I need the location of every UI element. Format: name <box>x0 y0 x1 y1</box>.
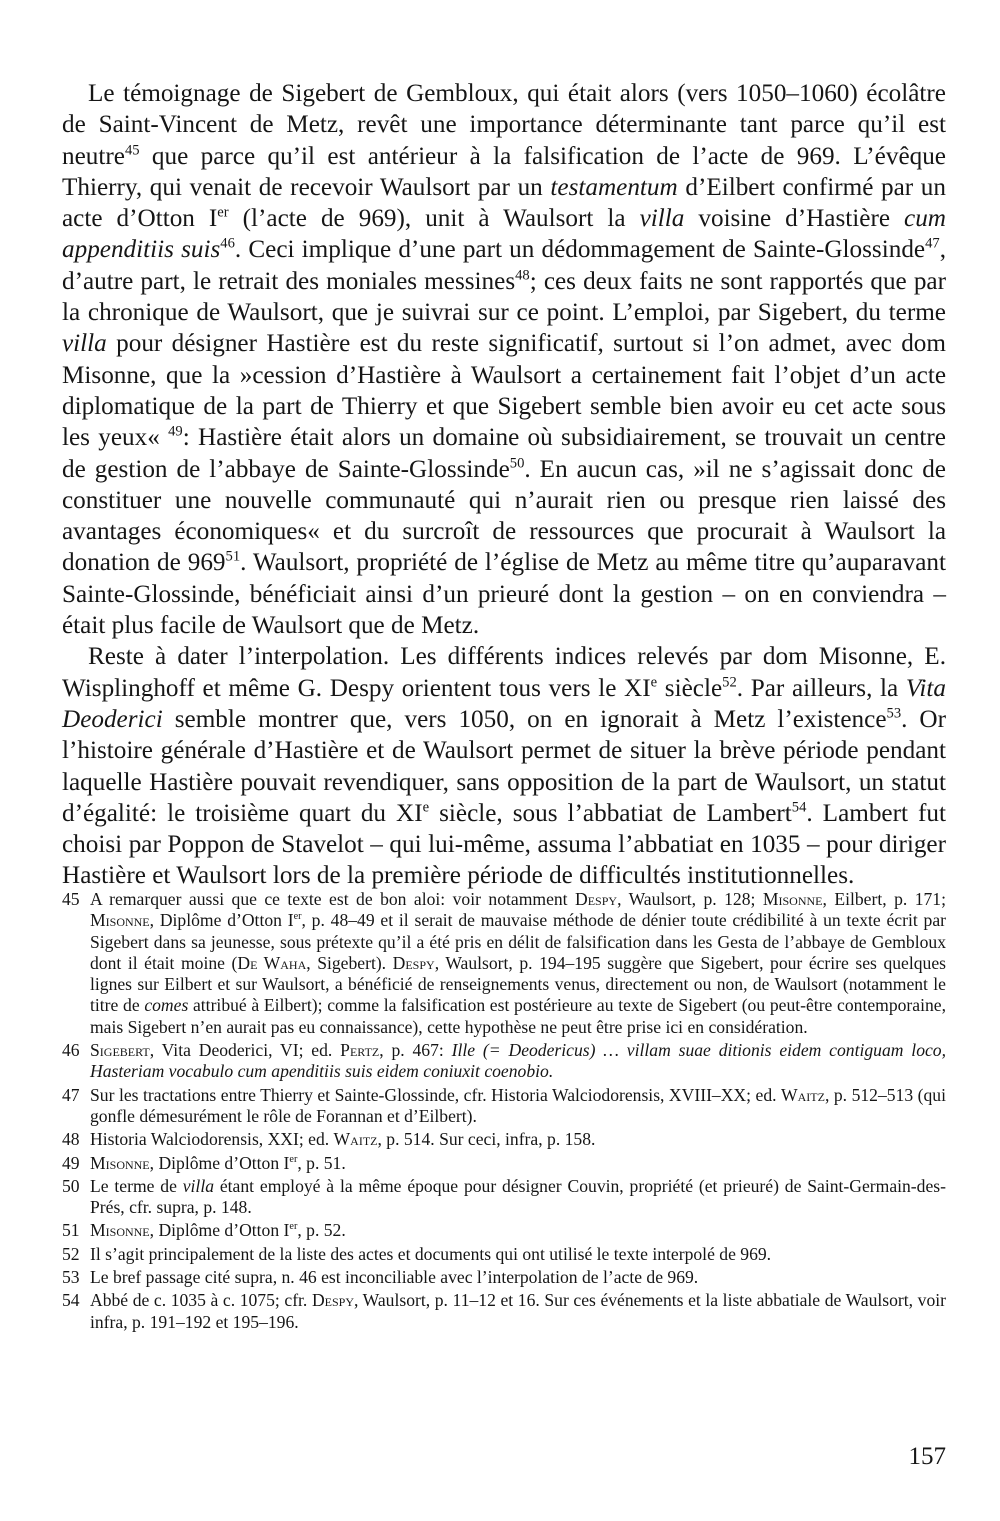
text-run: siècle, sous l’abbatiat de Lambert <box>429 799 792 827</box>
text-run: , p. 48–49 et il serait de mauvaise méthode de dénier toute crédibilité à un texte écrit par Sigebert dans sa jeunesse, sous prétexte qu’il a été pris en délit de falsification dans les Gesta de l’abbaye de Gembloux dont il était moine ( <box>90 910 946 973</box>
text-run: , d’autre part, le retrait des moniales messines <box>62 236 946 295</box>
footnote-text <box>90 1040 946 1083</box>
text-run: attribué à Eilbert); comme la falsification est postérieure au texte de Sigebert (ou peut-être contemporaine, mais Sigebert n’en aurait pas eu connaissance), cette hypothèse ne peut être prise ici en considération. <box>90 995 946 1037</box>
italic-run: villa <box>182 1175 215 1196</box>
main-text <box>62 78 946 892</box>
footnote-number: 46 <box>62 1040 80 1061</box>
footnote-ref-47: 47 <box>925 236 940 253</box>
footnote-text <box>90 1085 946 1128</box>
text-run: Le témoignage de Sigebert de Gembloux, qui était alors (vers 1050–1060) écolâtre de Saint-Vincent de Metz, revêt une importance déterminante tant parce qu’il est neutre <box>62 80 946 170</box>
text-run: , p. 467: <box>379 1040 452 1061</box>
footnote-46 <box>62 1040 946 1083</box>
italic-run: Ille (= Deodericus) … villam suae ditionis eidem contiguam loco, Hasteriam vocabulo cum apenditiis suis eidem coniuxit coenobio. <box>90 1040 946 1082</box>
footnote-number: 53 <box>62 1267 80 1288</box>
text-run: Historia Walciodorensis, XXI; ed. <box>90 1129 334 1150</box>
footnote-number: 49 <box>62 1152 80 1173</box>
author-name: Pertz <box>340 1040 380 1061</box>
author-name: Sigebert <box>90 1040 150 1061</box>
footnote-48 <box>62 1129 946 1150</box>
footnote-text <box>90 1267 946 1288</box>
footnote-52 <box>62 1244 946 1265</box>
footnote-number: 51 <box>62 1220 80 1241</box>
ordinal-suffix: er <box>289 1221 298 1233</box>
text-run: semble montrer que, vers 1050, on en ignorait à Metz l’existence <box>162 705 887 733</box>
text-run: (l’acte de 969), unit à Waulsort la <box>228 205 640 233</box>
text-run: . Waulsort, propriété de l’église de Metz au même titre qu’auparavant Sainte-Glossinde, bénéficiait ainsi d’un prieuré dont la gestion – on en conviendra – était plus facile de Waulsort que de Metz. <box>62 549 946 640</box>
footnote-text <box>90 1129 946 1150</box>
footnote-53 <box>62 1267 946 1288</box>
footnote-text <box>90 1176 946 1219</box>
footnote-text <box>90 1290 946 1333</box>
footnote-number: 45 <box>62 889 80 909</box>
footnote-number: 48 <box>62 1129 80 1150</box>
text-run: ; ces deux faits ne sont rapportés que par la chronique de Waulsort, que je suivrai sur ce point. L’emploi, par Sigebert, du terme <box>62 267 946 327</box>
italic-run: comes <box>144 995 189 1016</box>
footnote-51 <box>62 1220 946 1241</box>
text-run: , Diplôme d’Otton I <box>149 1152 290 1173</box>
footnote-45 <box>62 889 946 1038</box>
text-run: étant employé à la même époque pour désigner Couvin, propriété (et prieuré) de Saint-Germain-des-Prés, cfr. supra, p. 148. <box>90 1175 946 1218</box>
footnote-50 <box>62 1176 946 1219</box>
ordinal-suffix: er <box>289 1153 298 1165</box>
footnote-ref-54: 54 <box>791 799 807 816</box>
footnotes <box>62 889 946 1335</box>
author-name: Waitz <box>781 1084 825 1105</box>
text-run: A remarquer aussi que ce texte est de bon aloi: voir notamment <box>90 889 575 909</box>
text-run: Abbé de c. 1035 à c. 1075; cfr. <box>90 1290 312 1311</box>
text-run: Le terme de <box>90 1175 183 1196</box>
text-run: Reste à dater l’interpolation. Les différents indices relevés par dom Misonne, E. Wisplinghoff et même G. Despy orientent tous vers le XI <box>62 643 946 702</box>
page-number: 157 <box>908 1443 946 1470</box>
italic-run: testamentum <box>550 173 678 201</box>
ordinal-suffix: er <box>293 911 302 923</box>
text-run: pour désigner Hastière est du reste significatif, surtout si l’on admet, avec dom Misonne, que la »cession d’Hastière à Waulsort a certainement fait l’objet d’un acte diplomatique de la part de Thierry et que Sigebert semble bien avoir eu cet acte sous les yeux« <box>62 330 946 452</box>
author-name: Waitz <box>333 1129 378 1150</box>
italic-run: villa <box>62 330 107 358</box>
text-run: voisine d’Hastière <box>684 205 905 233</box>
footnote-ref-48: 48 <box>515 267 530 284</box>
footnote-49 <box>62 1153 946 1174</box>
footnote-text <box>90 1220 946 1241</box>
author-name: Misonne <box>90 1220 150 1241</box>
text-run: Le bref passage cité supra, n. 46 est inconciliable avec l’interpolation de l’acte de 969. <box>90 1267 699 1288</box>
ordinal-suffix: e <box>650 674 658 691</box>
ordinal-suffix: e <box>422 799 430 816</box>
text-run: , p. 514. Sur ceci, infra, p. 158. <box>377 1129 596 1150</box>
footnote-ref-45: 45 <box>124 142 140 159</box>
footnote-ref-51: 51 <box>225 549 241 566</box>
italic-run: cum appenditiis suis <box>62 205 946 264</box>
author-name: Misonne <box>90 910 150 931</box>
italic-run: Vita Deoderici <box>62 674 947 733</box>
text-run: , Vita Deoderici, VI; ed. <box>149 1040 341 1061</box>
footnote-number: 54 <box>62 1290 80 1311</box>
text-run: . Lambert fut choisi par Poppon de Stavelot – qui lui-même, assuma l’abbatiat en 1035 – pour diriger Hastière et Waulsort lors de la première période de difficultés institutionnelles. <box>62 799 946 890</box>
footnote-ref-50: 50 <box>509 455 525 472</box>
text-run: Il s’agit principalement de la liste des actes et documents qui ont utilisé le texte interpolé de 969. <box>90 1243 772 1264</box>
paragraph-1 <box>62 78 946 641</box>
footnote-54 <box>62 1290 946 1333</box>
footnote-47 <box>62 1085 946 1128</box>
footnote-text <box>90 889 946 1038</box>
footnote-ref-52: 52 <box>722 674 737 691</box>
page-body <box>62 78 946 892</box>
text-run: siècle <box>657 674 723 702</box>
text-run: . Par ailleurs, la <box>736 674 906 702</box>
author-name: Misonne <box>762 889 823 909</box>
author-name: De Waha <box>237 952 307 973</box>
text-run: . Ceci implique d’une part un dédommagement de Sainte-Glossinde <box>234 236 926 264</box>
author-name: Despy <box>575 889 618 909</box>
footnote-ref-46: 46 <box>220 236 235 253</box>
footnote-number: 50 <box>62 1175 80 1196</box>
text-run: , Waulsort, p. 194–195 suggère que Sigebert, pour écrire ses quelques lignes sur Eilbert et sur Waulsort, a bénéficié de renseignements venus, directement ou non, de Waulsort (notamment le titre de <box>90 952 946 1016</box>
text-run: . En aucun cas, »il ne s’agissait donc de constituer une nouvelle communauté qui n’aurait rien ou presque rien laissé des avantages économiques« et du surcroît de ressources que procurait à Waulsort la donation de 969 <box>62 455 946 577</box>
text-run: , Waulsort, p. 128; <box>617 889 763 909</box>
text-run: que parce qu’il est antérieur à la falsification de l’acte de 969. L’évêque Thierry, qui venait de recevoir Waulsort par un <box>62 142 946 201</box>
author-name: Despy <box>392 952 435 973</box>
text-run: , Diplôme d’Otton I <box>149 910 294 931</box>
text-run: , Sigebert). <box>306 952 393 973</box>
text-run: . Or l’histoire générale d’Hastière et de Waulsort permet de situer la brève période pendant laquelle Hastière pouvait revendiquer, sans opposition de la part de Waulsort, un statut d’égalité: le troisième quart du XI <box>62 705 947 827</box>
paragraph-2 <box>62 641 946 891</box>
text-run: Sur les tractations entre Thierry et Sainte-Glossinde, cfr. Historia Walciodorensis, XVIII–XX; ed. <box>90 1084 782 1105</box>
footnote-ref-49: 49 <box>168 423 183 440</box>
footnote-text <box>90 1244 946 1265</box>
footnote-number: 52 <box>62 1243 80 1264</box>
text-run: d’Eilbert confirmé par un acte d’Otton I <box>62 173 946 233</box>
text-run: , Waulsort, p. 11–12 et 16. Sur ces événements et la liste abbatiale de Waulsort, voir infra, p. 191–192 et 195–196. <box>90 1290 946 1332</box>
author-name: Misonne <box>90 1152 150 1173</box>
text-run: , p. 51. <box>297 1152 346 1173</box>
footnote-text <box>90 1153 946 1174</box>
footnote-ref-53: 53 <box>886 705 902 722</box>
text-run: , p. 52. <box>297 1220 346 1241</box>
ordinal-suffix: er <box>217 204 229 221</box>
author-name: Despy <box>311 1290 354 1311</box>
text-run: , p. 512–513 (qui gonfle démesurément le rôle de Forannan et d’Eilbert). <box>90 1084 946 1126</box>
text-run: , Eilbert, p. 171; <box>822 889 946 909</box>
text-run: , Diplôme d’Otton I <box>149 1220 290 1241</box>
text-run: : Hastière était alors un domaine où subsidiairement, se trouvait un centre de gestion de l’abbaye de Sainte-Glossinde <box>62 424 946 483</box>
footnote-number: 47 <box>62 1084 80 1105</box>
italic-run: villa <box>639 205 685 233</box>
